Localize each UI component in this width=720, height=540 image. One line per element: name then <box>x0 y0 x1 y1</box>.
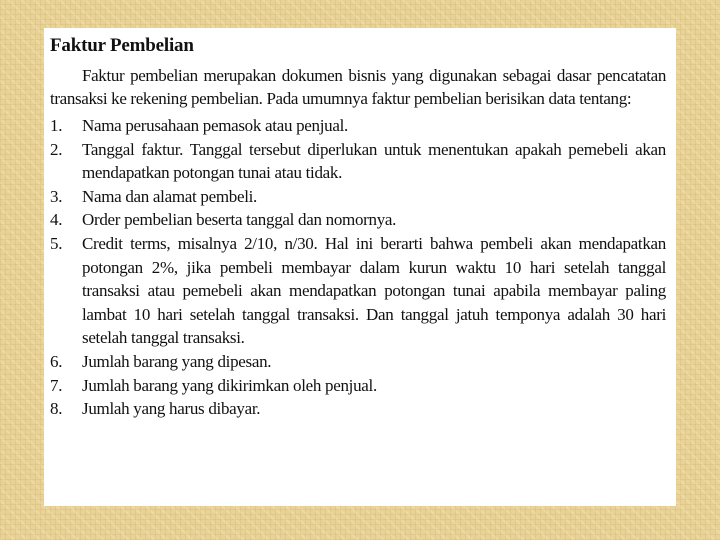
item-number: 2. <box>50 139 63 159</box>
item-text: Credit terms, misalnya 2/10, n/30. Hal ini berarti bahwa pembeli akan mendapatkan potongan 2%, jika pembeli membayar dalam kurun waktu 10 hari setelah tanggal transaksi atau pemebeli akan mendapatkan potongan tunai apabila membayar paling lambat 10 hari setelah tanggal transaksi. Dan tanggal jatuh temponya adalah 30 hari setelah tanggal transaksi. <box>82 233 666 348</box>
item-list <box>50 114 666 421</box>
item-number: 7. <box>50 375 63 395</box>
list-item <box>50 374 666 398</box>
item-text: Tanggal faktur. Tanggal tersebut diperlukan untuk menentukan apakah pemebeli akan mendapatkan potongan tunai atau tidak. <box>82 139 666 183</box>
item-number: 6. <box>50 351 63 371</box>
list-item <box>50 185 666 209</box>
list-item <box>50 232 666 350</box>
list-item <box>50 138 666 185</box>
item-text: Nama dan alamat pembeli. <box>82 186 258 206</box>
item-number: 5. <box>50 233 63 253</box>
item-number: 4. <box>50 210 63 230</box>
list-item <box>50 397 666 421</box>
item-text: Nama perusahaan pemasok atau penjual. <box>82 116 348 135</box>
item-text: Order pembelian beserta tanggal dan nomornya. <box>82 210 397 230</box>
item-number: 3. <box>50 186 63 206</box>
list-item <box>50 350 666 374</box>
list-item <box>50 114 666 138</box>
item-number: 1. <box>50 116 63 135</box>
item-number: 8. <box>50 399 63 419</box>
document-scan <box>44 28 676 506</box>
item-text: Jumlah barang yang dikirimkan oleh penjual. <box>82 375 377 395</box>
intro-paragraph: Faktur pembelian merupakan dokumen bisnis yang digunakan sebagai dasar pencatatan transaksi ke rekening pembelian. Pada umumnya faktur pembelian berisikan data tentang: <box>50 66 666 108</box>
item-text: Jumlah yang harus dibayar. <box>82 399 261 419</box>
document-title: Faktur Pembelian <box>50 35 194 56</box>
list-item <box>50 208 666 232</box>
item-text: Jumlah barang yang dipesan. <box>82 351 272 371</box>
